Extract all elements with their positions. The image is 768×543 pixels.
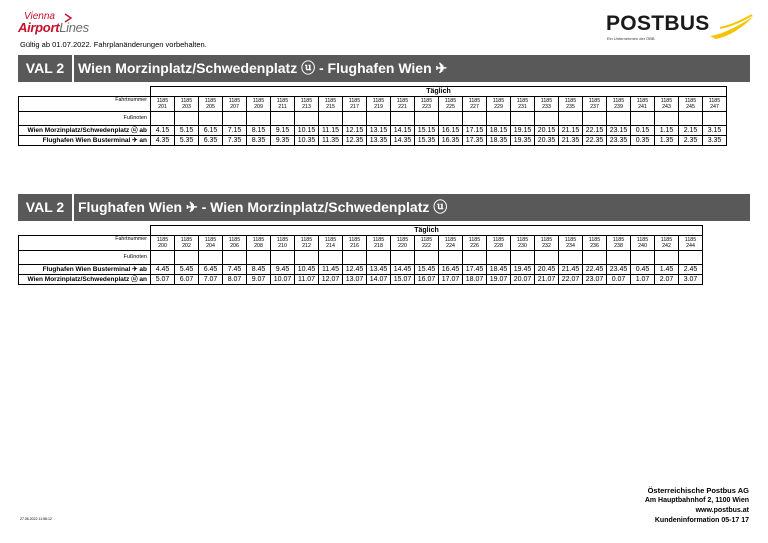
footnote-cell bbox=[607, 251, 631, 265]
trip-number-cell: 1185 241 bbox=[631, 97, 655, 112]
departure-time-cell: 6.45 bbox=[199, 265, 223, 275]
departure-time-cell: 18.15 bbox=[487, 126, 511, 136]
timetable-1 bbox=[18, 86, 727, 146]
trip-number-cell: 1185 214 bbox=[319, 236, 343, 251]
line-code: VAL 2 bbox=[18, 194, 74, 221]
trip-number-cell: 1185 222 bbox=[415, 236, 439, 251]
departure-time-cell: 15.07 bbox=[391, 275, 415, 285]
customer-hotline: Kundeninformation 05-17 17 bbox=[654, 517, 749, 524]
trip-number-cell: 1185 205 bbox=[199, 97, 223, 112]
company-name: Österreichische Postbus AG bbox=[647, 486, 749, 495]
footnote-cell bbox=[175, 112, 199, 126]
print-date: 27.06.2022 11:58:12 bbox=[20, 517, 52, 521]
footnote-cell bbox=[559, 251, 583, 265]
departure-time-cell: 8.07 bbox=[223, 275, 247, 285]
trip-number-cell: 1185 226 bbox=[463, 236, 487, 251]
postbus-wordmark: POSTBUS bbox=[606, 12, 710, 35]
departure-time-cell: 18.45 bbox=[487, 265, 511, 275]
footnote-cell bbox=[391, 112, 415, 126]
stop-name: Wien Morzinplatz/Schwedenplatz ⓤ an bbox=[19, 275, 151, 285]
departure-time-cell: 23.07 bbox=[583, 275, 607, 285]
trip-number-cell: 1185 215 bbox=[319, 97, 343, 112]
departure-time-cell: 7.15 bbox=[223, 126, 247, 136]
departure-time-cell: 5.45 bbox=[175, 265, 199, 275]
footnote-cell bbox=[439, 251, 463, 265]
footnote-cell bbox=[367, 251, 391, 265]
departure-time-cell: 23.35 bbox=[607, 136, 631, 146]
departure-time-cell: 20.15 bbox=[535, 126, 559, 136]
departure-time-cell: 2.15 bbox=[679, 126, 703, 136]
trip-number-cell: 1185 216 bbox=[343, 236, 367, 251]
trip-number-cell: 1185 221 bbox=[391, 97, 415, 112]
footnote-cell bbox=[535, 251, 559, 265]
trip-number-cell: 1185 223 bbox=[415, 97, 439, 112]
departure-time-cell: 21.35 bbox=[559, 136, 583, 146]
departure-time-cell: 14.15 bbox=[391, 126, 415, 136]
section-header-1 bbox=[18, 55, 750, 82]
departure-time-cell: 22.35 bbox=[583, 136, 607, 146]
trip-number-cell: 1185 227 bbox=[463, 97, 487, 112]
company-website[interactable]: www.postbus.at bbox=[695, 507, 749, 514]
footnote-cell bbox=[319, 251, 343, 265]
departure-time-cell: 19.15 bbox=[511, 126, 535, 136]
departure-time-cell: 7.07 bbox=[199, 275, 223, 285]
footnote-cell bbox=[487, 112, 511, 126]
departure-time-cell: 19.35 bbox=[511, 136, 535, 146]
footnote-cell bbox=[271, 112, 295, 126]
footnote-cell bbox=[247, 112, 271, 126]
departure-time-cell: 13.45 bbox=[367, 265, 391, 275]
trip-number-cell: 1185 203 bbox=[175, 97, 199, 112]
footnote-cell bbox=[367, 112, 391, 126]
footnote-cell bbox=[703, 112, 727, 126]
departure-time-cell: 6.35 bbox=[199, 136, 223, 146]
footnote-cell bbox=[487, 251, 511, 265]
departure-time-cell: 20.07 bbox=[511, 275, 535, 285]
departure-time-cell: 17.35 bbox=[463, 136, 487, 146]
departure-time-cell: 11.35 bbox=[319, 136, 343, 146]
trip-number-cell: 1185 219 bbox=[367, 97, 391, 112]
footnote-cell bbox=[343, 112, 367, 126]
trip-number-cell: 1185 235 bbox=[559, 97, 583, 112]
footnote-cell bbox=[391, 251, 415, 265]
footnote-cell bbox=[631, 112, 655, 126]
departure-time-cell: 21.45 bbox=[559, 265, 583, 275]
trip-number-cell: 1185 240 bbox=[631, 236, 655, 251]
departure-time-cell: 5.35 bbox=[175, 136, 199, 146]
footnote-cell bbox=[151, 112, 175, 126]
footnote-cell bbox=[343, 251, 367, 265]
departure-time-cell: 3.35 bbox=[703, 136, 727, 146]
departure-time-cell: 15.45 bbox=[415, 265, 439, 275]
departure-time-cell: 10.07 bbox=[271, 275, 295, 285]
departure-time-cell: 13.15 bbox=[367, 126, 391, 136]
route-title: Wien Morzinplatz/Schwedenplatz ⓤ - Flughafen Wien ✈ bbox=[78, 60, 448, 76]
departure-time-cell: 6.15 bbox=[199, 126, 223, 136]
trip-number-cell: 1185 208 bbox=[247, 236, 271, 251]
trip-number-cell: 1185 239 bbox=[607, 97, 631, 112]
departure-time-cell: 12.35 bbox=[343, 136, 367, 146]
trip-number-cell: 1185 234 bbox=[559, 236, 583, 251]
departure-time-cell: 4.45 bbox=[151, 265, 175, 275]
departure-time-cell: 17.15 bbox=[463, 126, 487, 136]
trip-number-cell: 1185 209 bbox=[247, 97, 271, 112]
departure-time-cell: 21.15 bbox=[559, 126, 583, 136]
company-info bbox=[645, 486, 749, 526]
footnote-cell bbox=[439, 112, 463, 126]
departure-time-cell: 1.15 bbox=[655, 126, 679, 136]
footnote-cell bbox=[199, 251, 223, 265]
departure-time-cell: 6.07 bbox=[175, 275, 199, 285]
departure-time-cell: 22.45 bbox=[583, 265, 607, 275]
departure-time-cell: 15.35 bbox=[415, 136, 439, 146]
footnote-cell bbox=[247, 251, 271, 265]
stop-name: Flughafen Wien Busterminal ✈ ab bbox=[19, 265, 151, 275]
footnote-cell bbox=[583, 112, 607, 126]
departure-time-cell: 16.45 bbox=[439, 265, 463, 275]
footnote-cell bbox=[511, 112, 535, 126]
footnote-cell bbox=[151, 251, 175, 265]
departure-time-cell: 23.45 bbox=[607, 265, 631, 275]
trip-number-cell: 1185 242 bbox=[655, 236, 679, 251]
postbus-logo bbox=[606, 12, 756, 44]
departure-time-cell: 9.07 bbox=[247, 275, 271, 285]
footnote-cell bbox=[535, 112, 559, 126]
postbus-swoosh-icon bbox=[708, 14, 756, 40]
departure-time-cell: 8.45 bbox=[247, 265, 271, 275]
trip-number-cell: 1185 217 bbox=[343, 97, 367, 112]
departure-time-cell: 14.45 bbox=[391, 265, 415, 275]
footnote-cell bbox=[679, 251, 703, 265]
departure-time-cell: 22.15 bbox=[583, 126, 607, 136]
trip-number-cell: 1185 201 bbox=[151, 97, 175, 112]
departure-time-cell: 12.45 bbox=[343, 265, 367, 275]
footnote-cell bbox=[175, 251, 199, 265]
footnote-cell bbox=[295, 112, 319, 126]
departure-time-cell: 23.15 bbox=[607, 126, 631, 136]
logo-airport-lines-text: AirportLines bbox=[18, 20, 89, 35]
departure-time-cell: 20.45 bbox=[535, 265, 559, 275]
departure-time-cell: 5.07 bbox=[151, 275, 175, 285]
trip-number-cell: 1185 230 bbox=[511, 236, 535, 251]
departure-time-cell: 9.45 bbox=[271, 265, 295, 275]
departure-time-cell: 4.35 bbox=[151, 136, 175, 146]
timetable-2 bbox=[18, 225, 703, 285]
departure-time-cell: 8.15 bbox=[247, 126, 271, 136]
departure-time-cell: 18.35 bbox=[487, 136, 511, 146]
departure-time-cell: 19.07 bbox=[487, 275, 511, 285]
departure-time-cell: 11.07 bbox=[295, 275, 319, 285]
trip-number-cell: 1185 243 bbox=[655, 97, 679, 112]
departure-time-cell: 14.35 bbox=[391, 136, 415, 146]
departure-time-cell: 8.35 bbox=[247, 136, 271, 146]
trip-number-cell: 1185 233 bbox=[535, 97, 559, 112]
trip-number-cell: 1185 220 bbox=[391, 236, 415, 251]
departure-time-cell: 12.07 bbox=[319, 275, 343, 285]
departure-time-cell: 16.07 bbox=[415, 275, 439, 285]
trip-number-cell: 1185 210 bbox=[271, 236, 295, 251]
footnote-cell bbox=[655, 112, 679, 126]
departure-time-cell: 3.15 bbox=[703, 126, 727, 136]
footnote-cell bbox=[223, 112, 247, 126]
trip-number-label: Fahrtnummer bbox=[19, 97, 151, 112]
footnote-cell bbox=[463, 251, 487, 265]
footnote-cell bbox=[679, 112, 703, 126]
departure-time-cell: 14.07 bbox=[367, 275, 391, 285]
departure-time-cell: 17.45 bbox=[463, 265, 487, 275]
departure-time-cell: 1.35 bbox=[655, 136, 679, 146]
departure-time-cell: 18.07 bbox=[463, 275, 487, 285]
departure-time-cell: 12.15 bbox=[343, 126, 367, 136]
logo-vienna-text: Vienna bbox=[24, 11, 55, 22]
footnote-cell bbox=[463, 112, 487, 126]
trip-number-cell: 1185 231 bbox=[511, 97, 535, 112]
days-label: Täglich bbox=[151, 226, 703, 236]
departure-time-cell: 11.15 bbox=[319, 126, 343, 136]
footnote-cell bbox=[199, 112, 223, 126]
trip-number-cell: 1185 238 bbox=[607, 236, 631, 251]
departure-time-cell: 1.45 bbox=[655, 265, 679, 275]
departure-time-cell: 10.35 bbox=[295, 136, 319, 146]
departure-time-cell: 0.45 bbox=[631, 265, 655, 275]
departure-time-cell: 7.35 bbox=[223, 136, 247, 146]
departure-time-cell: 19.45 bbox=[511, 265, 535, 275]
departure-time-cell: 0.35 bbox=[631, 136, 655, 146]
departure-time-cell: 1.07 bbox=[631, 275, 655, 285]
trip-number-cell: 1185 213 bbox=[295, 97, 319, 112]
trip-number-cell: 1185 236 bbox=[583, 236, 607, 251]
departure-time-cell: 0.07 bbox=[607, 275, 631, 285]
footnote-cell bbox=[295, 251, 319, 265]
departure-time-cell: 7.45 bbox=[223, 265, 247, 275]
vienna-airport-lines-logo bbox=[18, 11, 90, 43]
footnotes-label: Fußnoten bbox=[19, 251, 151, 265]
trip-number-cell: 1185 232 bbox=[535, 236, 559, 251]
trip-number-cell: 1185 204 bbox=[199, 236, 223, 251]
stop-name: Wien Morzinplatz/Schwedenplatz ⓤ ab bbox=[19, 126, 151, 136]
footnote-cell bbox=[559, 112, 583, 126]
departure-time-cell: 10.15 bbox=[295, 126, 319, 136]
trip-number-cell: 1185 200 bbox=[151, 236, 175, 251]
trip-number-cell: 1185 211 bbox=[271, 97, 295, 112]
postbus-subtitle: Ein Unternehmen der ÖBB bbox=[607, 36, 655, 41]
departure-time-cell: 22.07 bbox=[559, 275, 583, 285]
footnote-cell bbox=[415, 251, 439, 265]
departure-time-cell: 2.45 bbox=[679, 265, 703, 275]
footnote-cell bbox=[583, 251, 607, 265]
departure-time-cell: 2.35 bbox=[679, 136, 703, 146]
trip-number-cell: 1185 237 bbox=[583, 97, 607, 112]
footnote-cell bbox=[223, 251, 247, 265]
trip-number-cell: 1185 245 bbox=[679, 97, 703, 112]
departure-time-cell: 17.07 bbox=[439, 275, 463, 285]
departure-time-cell: 5.15 bbox=[175, 126, 199, 136]
departure-time-cell: 11.45 bbox=[319, 265, 343, 275]
days-label: Täglich bbox=[151, 87, 727, 97]
trip-number-cell: 1185 224 bbox=[439, 236, 463, 251]
trip-number-cell: 1185 229 bbox=[487, 97, 511, 112]
trip-number-cell: 1185 218 bbox=[367, 236, 391, 251]
departure-time-cell: 10.45 bbox=[295, 265, 319, 275]
line-code: VAL 2 bbox=[18, 55, 74, 82]
trip-number-cell: 1185 228 bbox=[487, 236, 511, 251]
footnote-cell bbox=[631, 251, 655, 265]
section-header-2 bbox=[18, 194, 750, 221]
trip-number-cell: 1185 244 bbox=[679, 236, 703, 251]
trip-number-label: Fahrtnummer bbox=[19, 236, 151, 251]
footnotes-label: Fußnoten bbox=[19, 112, 151, 126]
trip-number-cell: 1185 206 bbox=[223, 236, 247, 251]
departure-time-cell: 2.07 bbox=[655, 275, 679, 285]
departure-time-cell: 13.07 bbox=[343, 275, 367, 285]
departure-time-cell: 16.15 bbox=[439, 126, 463, 136]
route-title: Flughafen Wien ✈ - Wien Morzinplatz/Schwedenplatz ⓤ bbox=[78, 199, 448, 215]
departure-time-cell: 4.15 bbox=[151, 126, 175, 136]
departure-time-cell: 0.15 bbox=[631, 126, 655, 136]
footnote-cell bbox=[655, 251, 679, 265]
footnote-cell bbox=[319, 112, 343, 126]
company-address: Am Hauptbahnhof 2, 1100 Wien bbox=[644, 497, 749, 504]
trip-number-cell: 1185 247 bbox=[703, 97, 727, 112]
trip-number-cell: 1185 225 bbox=[439, 97, 463, 112]
departure-time-cell: 13.35 bbox=[367, 136, 391, 146]
trip-number-cell: 1185 202 bbox=[175, 236, 199, 251]
departure-time-cell: 15.15 bbox=[415, 126, 439, 136]
trip-number-cell: 1185 212 bbox=[295, 236, 319, 251]
trip-number-cell: 1185 207 bbox=[223, 97, 247, 112]
departure-time-cell: 21.07 bbox=[535, 275, 559, 285]
footnote-cell bbox=[271, 251, 295, 265]
stop-name: Flughafen Wien Busterminal ✈ an bbox=[19, 136, 151, 146]
departure-time-cell: 9.35 bbox=[271, 136, 295, 146]
footnote-cell bbox=[607, 112, 631, 126]
footnote-cell bbox=[415, 112, 439, 126]
validity-note: Gültig ab 01.07.2022. Fahrplanänderungen vorbehalten. bbox=[20, 40, 207, 49]
logo-swoosh-icon bbox=[64, 13, 76, 23]
departure-time-cell: 3.07 bbox=[679, 275, 703, 285]
departure-time-cell: 9.15 bbox=[271, 126, 295, 136]
departure-time-cell: 16.35 bbox=[439, 136, 463, 146]
footnote-cell bbox=[511, 251, 535, 265]
departure-time-cell: 20.35 bbox=[535, 136, 559, 146]
